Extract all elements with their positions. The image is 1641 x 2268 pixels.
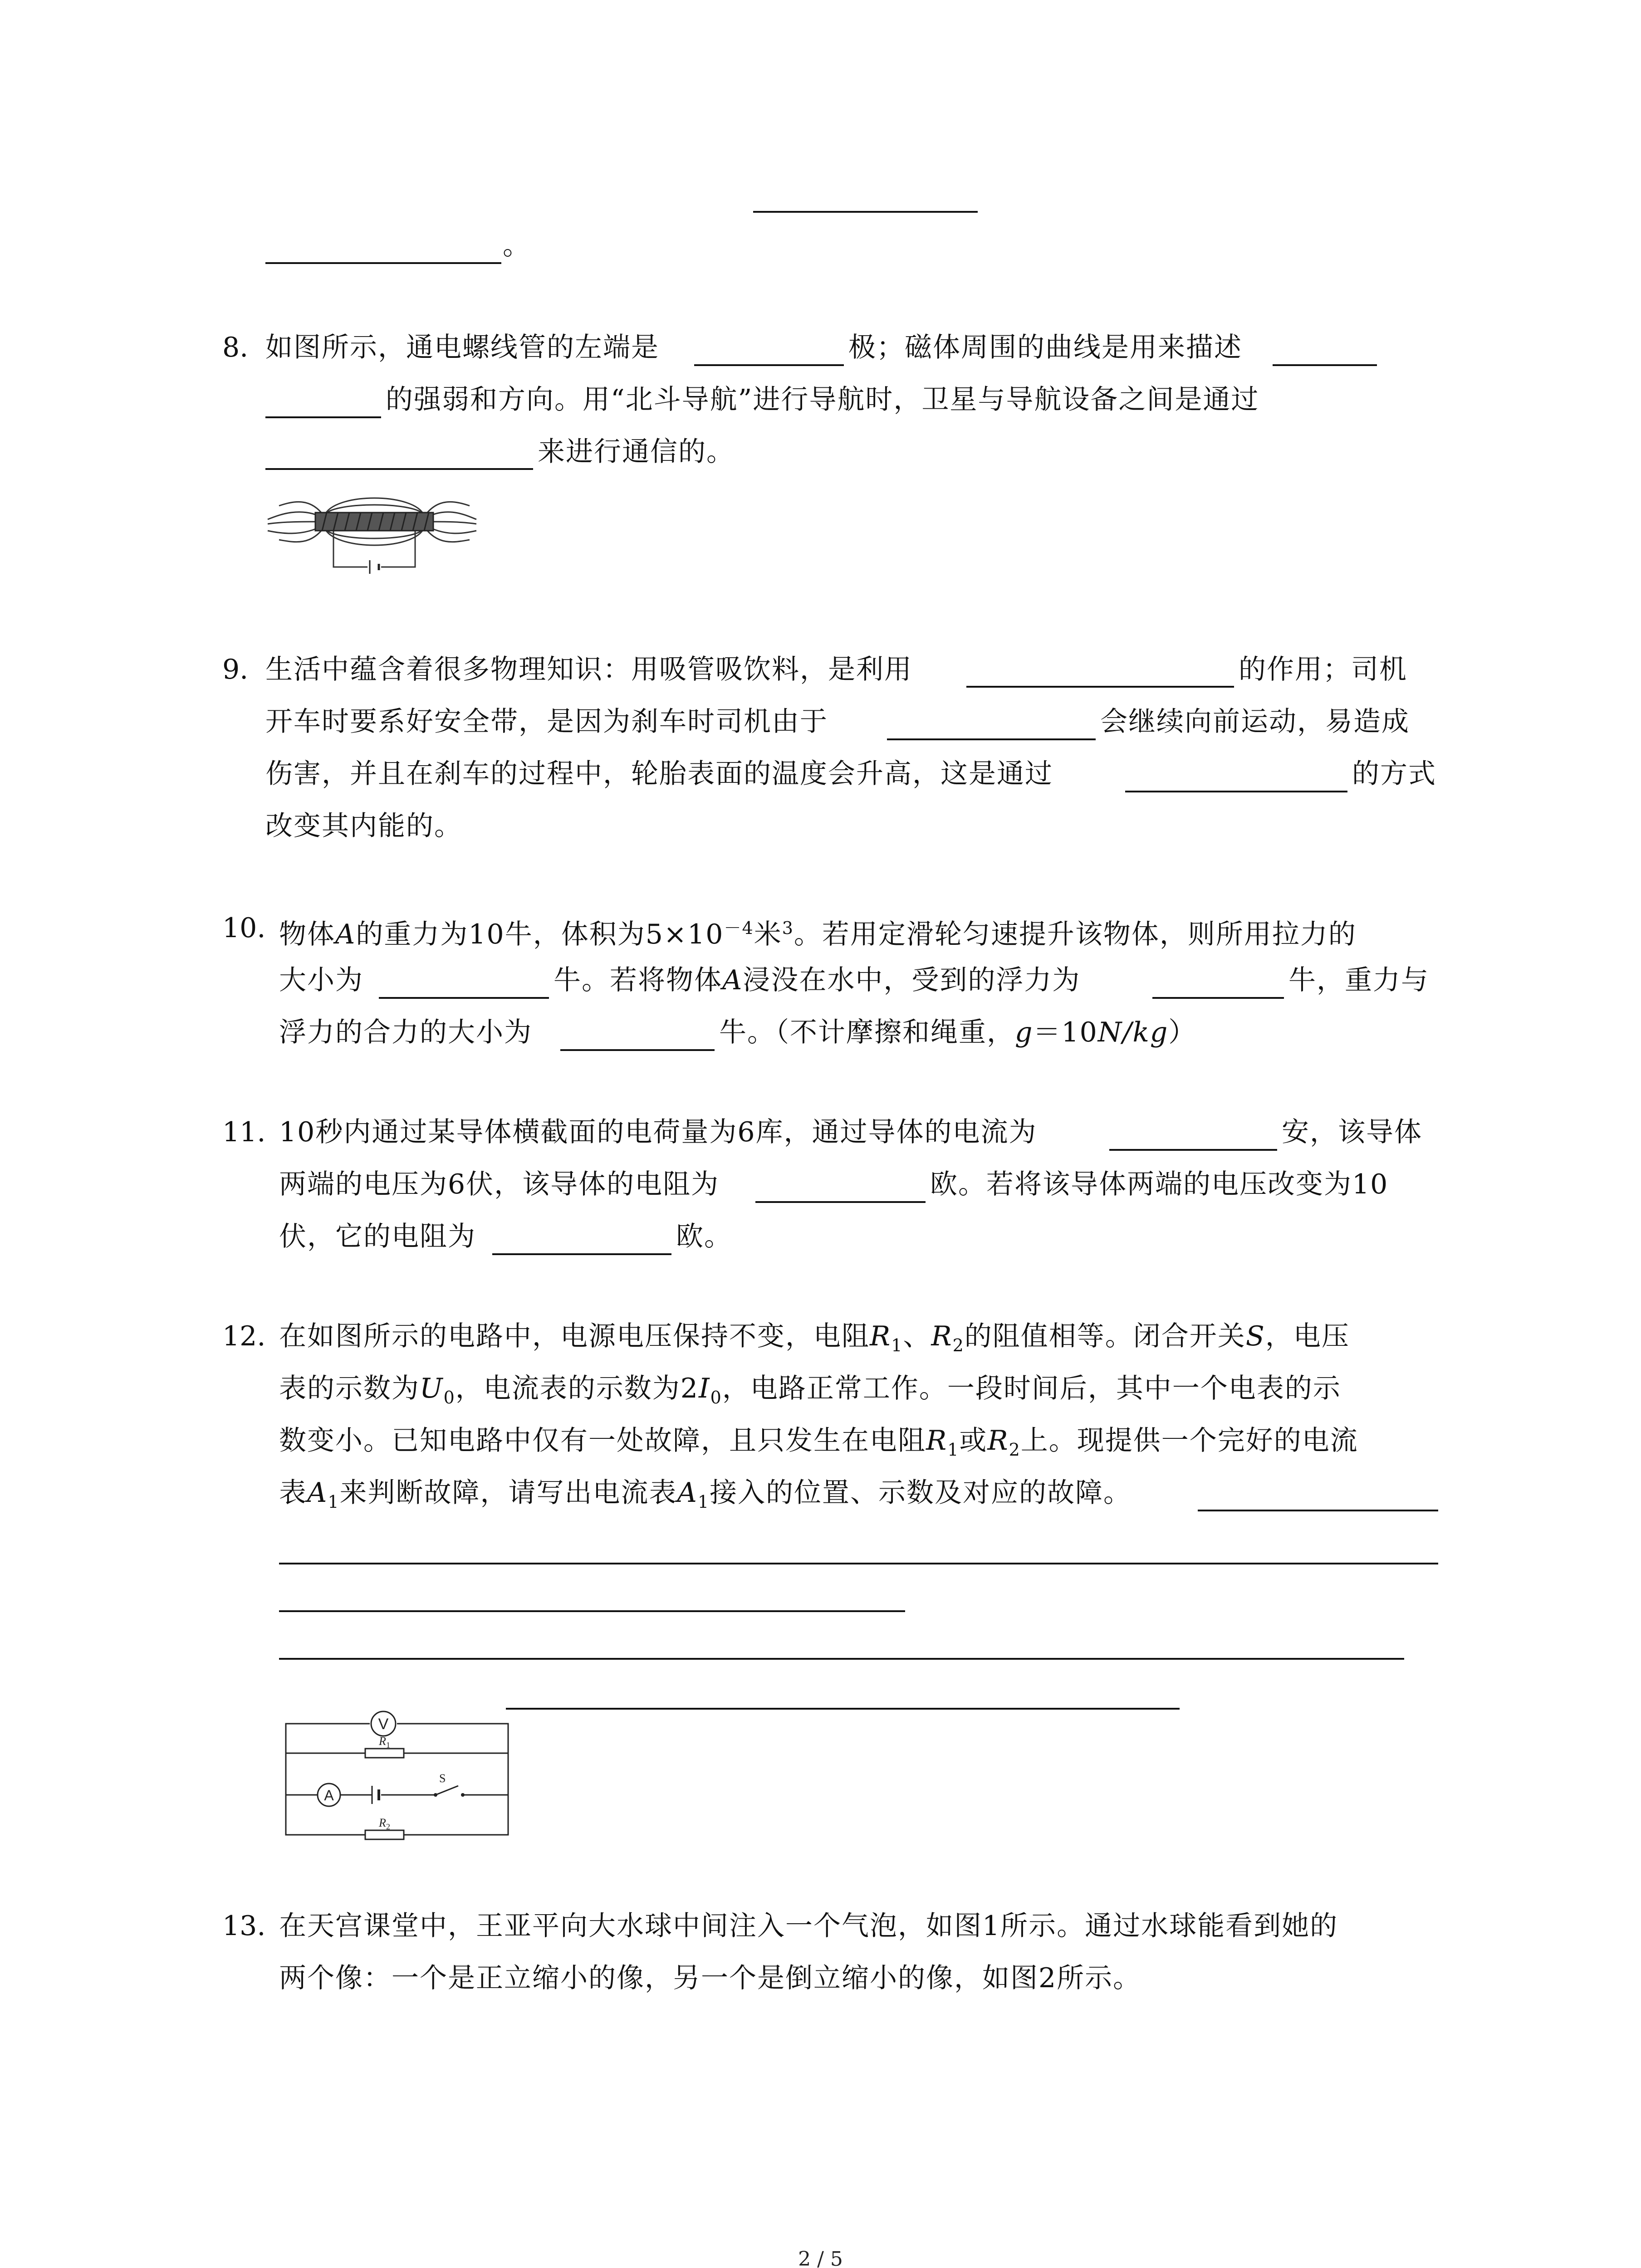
- answer-blank[interactable]: [506, 1708, 1180, 1710]
- page-number: 2 / 5: [798, 2248, 843, 2268]
- q10-line1: 物体A的重力为10牛，体积为$5\times 10^{-4}$米$^3$。若用定滑轮匀速提升该物体，则所用拉力的: [279, 918, 1357, 950]
- q8-line1b: 极；磁体周围的曲线是用来描述: [848, 332, 1242, 363]
- q11-line3b: 欧。: [676, 1221, 732, 1252]
- q9-line1a: 生活中蕴含着很多物理知识：用吸管吸饮料，是利用: [265, 654, 912, 685]
- switch-label: S: [439, 1772, 446, 1785]
- q9-line2a: 开车时要系好安全带，是因为刹车时司机由于: [265, 706, 828, 738]
- answer-blank[interactable]: [755, 1201, 926, 1203]
- solenoid-figure: [265, 488, 479, 583]
- answer-blank[interactable]: [1198, 1510, 1438, 1511]
- answer-blank[interactable]: [887, 738, 1096, 740]
- answer-blank[interactable]: [279, 1658, 1404, 1660]
- answer-blank[interactable]: [265, 468, 533, 470]
- answer-blank[interactable]: [1125, 791, 1347, 792]
- q11-line2a: 两端的电压为6伏，该导体的电阻为: [279, 1168, 720, 1200]
- q11-line1b: 安，该导体: [1282, 1116, 1422, 1148]
- answer-blank[interactable]: [1273, 364, 1377, 366]
- circuit-figure: [279, 1708, 515, 1844]
- q13-line2: 两个像：一个是正立缩小的像，另一个是倒立缩小的像，如图2所示。: [279, 1962, 1141, 1994]
- q10-line2b: 牛。若将物体A浸没在水中，受到的浮力为: [554, 964, 1081, 996]
- q12-line4: 表$A_1$来判断故障，请写出电流表$A_1$接入的位置、示数及对应的故障。: [279, 1477, 1132, 1512]
- q9-line3a: 伤害，并且在刹车的过程中，轮胎表面的温度会升高，这是通过: [265, 758, 1053, 790]
- q9-line3b: 的方式: [1352, 758, 1436, 790]
- resistor-r2: [365, 1830, 404, 1839]
- q10-line3a: 浮力的合力的大小为: [279, 1017, 532, 1048]
- answer-blank[interactable]: [265, 262, 501, 264]
- question-number: 10.: [222, 912, 266, 944]
- answer-blank[interactable]: [265, 416, 381, 418]
- q12-line1: 在如图所示的电路中，电源电压保持不变，电阻$R_1$、$R_2$的阻值相等。闭合开关S，电压: [279, 1320, 1350, 1355]
- voltmeter-label: V: [378, 1716, 389, 1733]
- q10-line3b: 牛。（不计摩擦和绳重，g＝10N/kg）: [719, 1017, 1197, 1048]
- r1-label: R: [379, 1735, 386, 1748]
- q9-line1b: 的作用；司机: [1239, 654, 1407, 685]
- q13-line1: 在天宫课堂中，王亚平向大水球中间注入一个气泡，如图1所示。通过水球能看到她的: [279, 1910, 1338, 1942]
- resistor-r1: [365, 1749, 404, 1758]
- answer-blank[interactable]: [492, 1253, 671, 1255]
- svg-text:2: 2: [386, 1822, 390, 1831]
- question-number: 13.: [222, 1910, 266, 1942]
- q8-line2: 的强弱和方向。用“北斗导航”进行导航时，卫星与导航设备之间是通过: [386, 384, 1259, 415]
- q12-line2: 表的示数为$U_0$，电流表的示数为$2I_0$，电路正常工作。一段时间后，其中一个电表的示: [279, 1373, 1341, 1408]
- q9-line2b: 会继续向前运动，易造成: [1100, 706, 1410, 738]
- q8-line1a: 如图所示，通电螺线管的左端是: [265, 332, 659, 363]
- q11-line2b: 欧。若将该导体两端的电压改变为10: [930, 1168, 1389, 1200]
- q11-line1a: 10秒内通过某导体横截面的电荷量为6库，通过导体的电流为: [279, 1116, 1037, 1148]
- svg-text:1: 1: [386, 1740, 390, 1750]
- ammeter-label: A: [324, 1787, 334, 1804]
- question-number: 11.: [222, 1116, 266, 1148]
- answer-blank[interactable]: [379, 997, 549, 999]
- question-number: 9.: [222, 654, 249, 685]
- q9-line4: 改变其内能的。: [265, 810, 462, 842]
- answer-blank[interactable]: [1109, 1149, 1277, 1151]
- r2-label: R: [379, 1816, 386, 1829]
- answer-blank[interactable]: [1152, 997, 1284, 999]
- q12-line3: 数变小。已知电路中仅有一处故障，且只发生在电阻$R_1$或$R_2$上。现提供一个完好的电流: [279, 1425, 1358, 1460]
- q10-line2a: 大小为: [279, 964, 363, 996]
- sentence-end: 。: [503, 230, 531, 261]
- answer-blank[interactable]: [966, 686, 1234, 688]
- q10-line2d: 牛，重力与: [1288, 964, 1429, 996]
- answer-blank[interactable]: [694, 364, 844, 366]
- q11-line3a: 伏，它的电阻为: [279, 1221, 476, 1252]
- q8-line3: 来进行通信的。: [538, 436, 735, 468]
- answer-blank[interactable]: [560, 1049, 715, 1051]
- question-number: 8.: [222, 332, 249, 363]
- answer-blank[interactable]: [279, 1563, 1438, 1564]
- answer-blank[interactable]: [279, 1610, 905, 1612]
- question-number: 12.: [222, 1320, 266, 1352]
- answer-blank[interactable]: [753, 211, 978, 213]
